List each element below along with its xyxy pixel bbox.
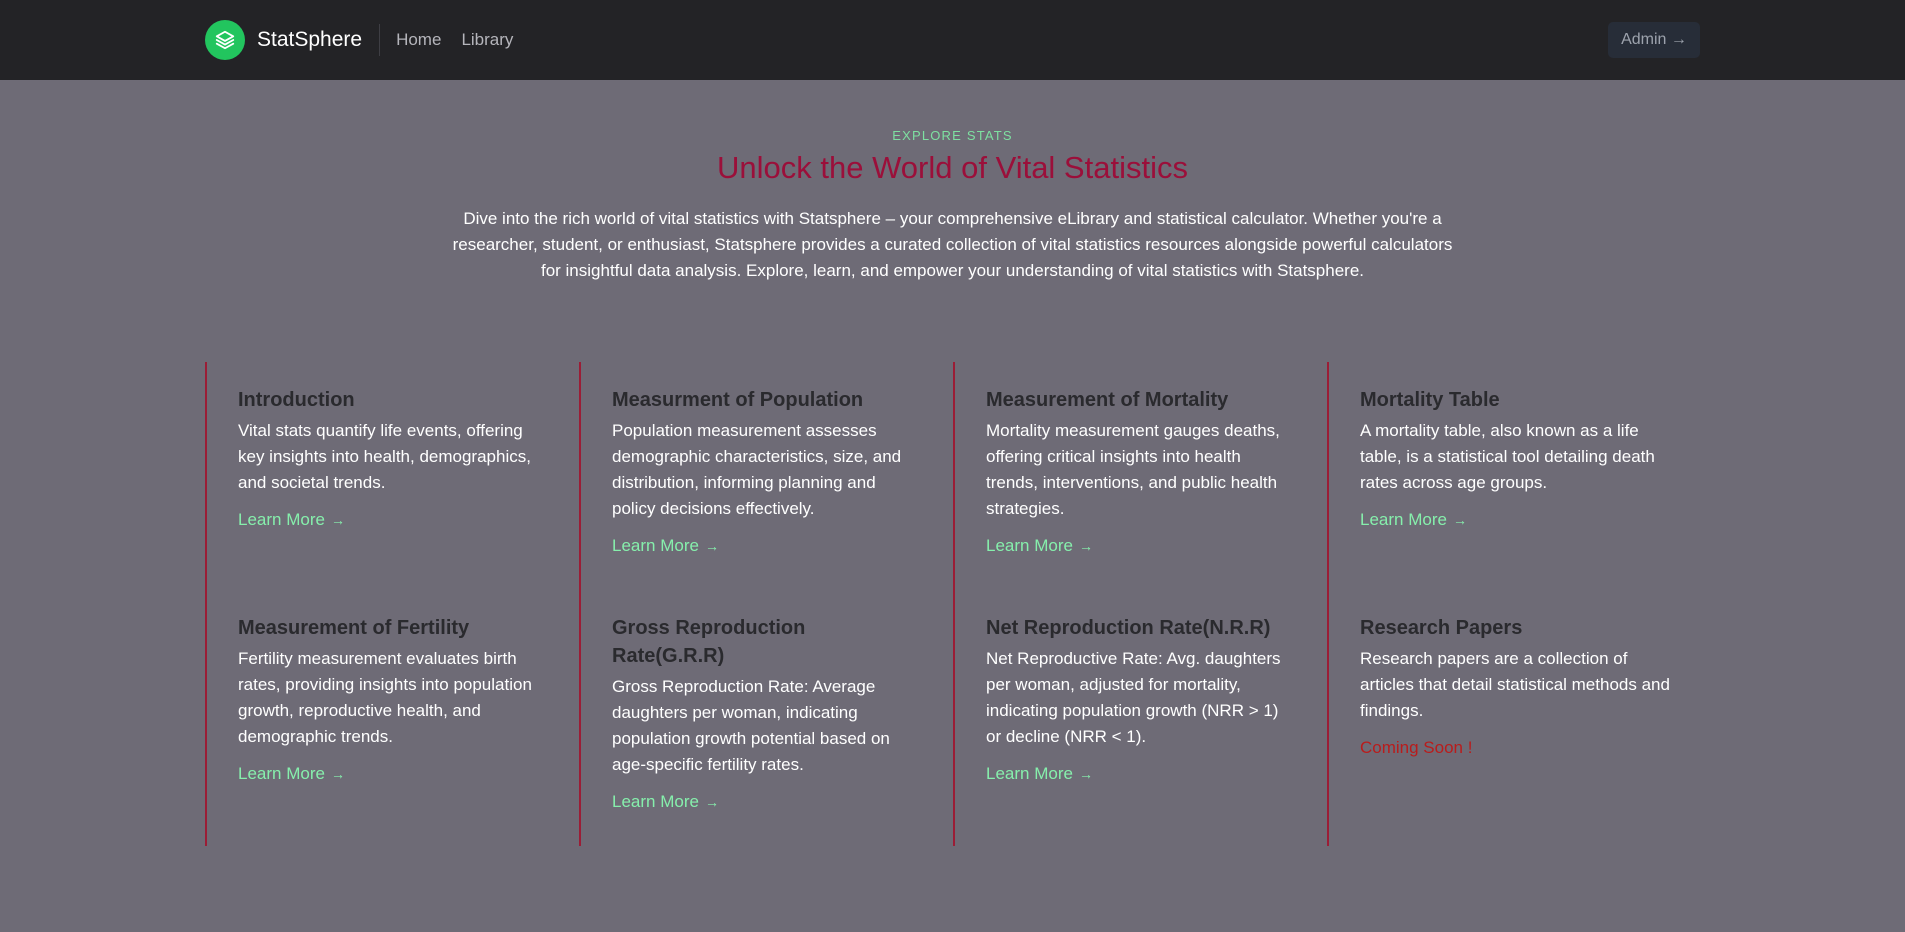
nav-divider xyxy=(379,24,380,56)
main-nav xyxy=(396,30,533,50)
card-title: Research Papers xyxy=(1360,617,1523,639)
card-population xyxy=(579,386,953,556)
card-title: Gross Reproduction Rate(G.R.R) xyxy=(612,617,806,667)
learn-more-link[interactable] xyxy=(1360,510,1467,530)
card-description: Vital stats quantify life events, offering key insights into health, demographics, and societal trends. xyxy=(238,421,531,492)
coming-soon-badge: Coming Soon ! xyxy=(1360,738,1473,757)
admin-button[interactable]: Admin → xyxy=(1608,22,1700,58)
learn-more-label: Learn More xyxy=(986,764,1073,783)
layers-icon xyxy=(205,20,245,60)
learn-more-label: Learn More xyxy=(612,792,699,811)
learn-more-label: Learn More xyxy=(1360,510,1447,529)
learn-more-label: Learn More xyxy=(986,536,1073,555)
card-title: Measurement of Fertility xyxy=(238,617,470,639)
learn-more-link[interactable] xyxy=(986,764,1093,784)
arrow-right-icon: → xyxy=(704,794,719,810)
card-description: Gross Reproduction Rate: Average daughters per woman, indicating population growth potential based on age-specific fertility rates. xyxy=(612,677,890,774)
card-research-papers xyxy=(1327,614,1701,758)
hero-description: Dive into the rich world of vital statistics with Statsphere – your comprehensive eLibrary and statistical calculator. Whether you're a researcher, student, or enthusiast, Statsphere provides a curated collection of vital statistics resources alongside powerful calculators for insightful data analysis. Explore, learn, and empower your understanding of vital statistics with Statsphere. xyxy=(452,209,1453,280)
card-fertility xyxy=(205,614,579,784)
learn-more-link[interactable] xyxy=(238,510,345,530)
card-title: Introduction xyxy=(238,389,355,411)
card-grr xyxy=(579,614,953,812)
arrow-right-icon: → xyxy=(330,512,345,528)
nav-home-link[interactable]: Home xyxy=(396,30,442,49)
card-description: Population measurement assesses demographic characteristics, size, and distribution, informing planning and policy decisions effectively. xyxy=(612,421,902,518)
card-description: Fertility measurement evaluates birth rates, providing insights into population growth, reproductive health, and demographic trends. xyxy=(238,649,532,746)
arrow-right-icon: → xyxy=(704,538,719,554)
card-description: Research papers are a collection of articles that detail statistical methods and findings. xyxy=(1360,649,1670,720)
hero-eyebrow: EXPLORE STATS xyxy=(892,128,1013,143)
learn-more-link[interactable] xyxy=(612,792,719,812)
card-description: Mortality measurement gauges deaths, offering critical insights into health trends, interventions, and public health strategies. xyxy=(986,421,1280,518)
brand-name: StatSphere xyxy=(257,28,363,51)
card-title: Mortality Table xyxy=(1360,389,1500,411)
card-description: A mortality table, also known as a life table, is a statistical tool detailing death rates across age groups. xyxy=(1360,421,1655,492)
card-description: Net Reproductive Rate: Avg. daughters per woman, adjusted for mortality, indicating population growth (NRR > 1) or decline (NRR < 1). xyxy=(986,649,1281,746)
learn-more-label: Learn More xyxy=(238,510,325,529)
card-mortality-table xyxy=(1327,386,1701,530)
card-introduction xyxy=(205,386,579,530)
learn-more-label: Learn More xyxy=(612,536,699,555)
learn-more-link[interactable] xyxy=(238,764,345,784)
card-mortality xyxy=(953,386,1327,556)
card-title: Measurement of Mortality xyxy=(986,389,1229,411)
learn-more-link[interactable] xyxy=(986,536,1093,556)
top-navbar xyxy=(0,0,1905,80)
hero-title: Unlock the World of Vital Statistics xyxy=(717,150,1188,185)
card-title: Measurment of Population xyxy=(612,389,864,411)
arrow-right-icon: → xyxy=(330,766,345,782)
learn-more-link[interactable] xyxy=(612,536,719,556)
arrow-right-icon: → xyxy=(1078,766,1093,782)
arrow-right-icon: → xyxy=(1452,512,1467,528)
card-nrr xyxy=(953,614,1327,784)
nav-library-link[interactable]: Library xyxy=(461,30,514,49)
brand[interactable] xyxy=(205,20,533,60)
learn-more-label: Learn More xyxy=(238,764,325,783)
arrow-right-icon: → xyxy=(1078,538,1093,554)
card-title: Net Reproduction Rate(N.R.R) xyxy=(986,617,1271,639)
